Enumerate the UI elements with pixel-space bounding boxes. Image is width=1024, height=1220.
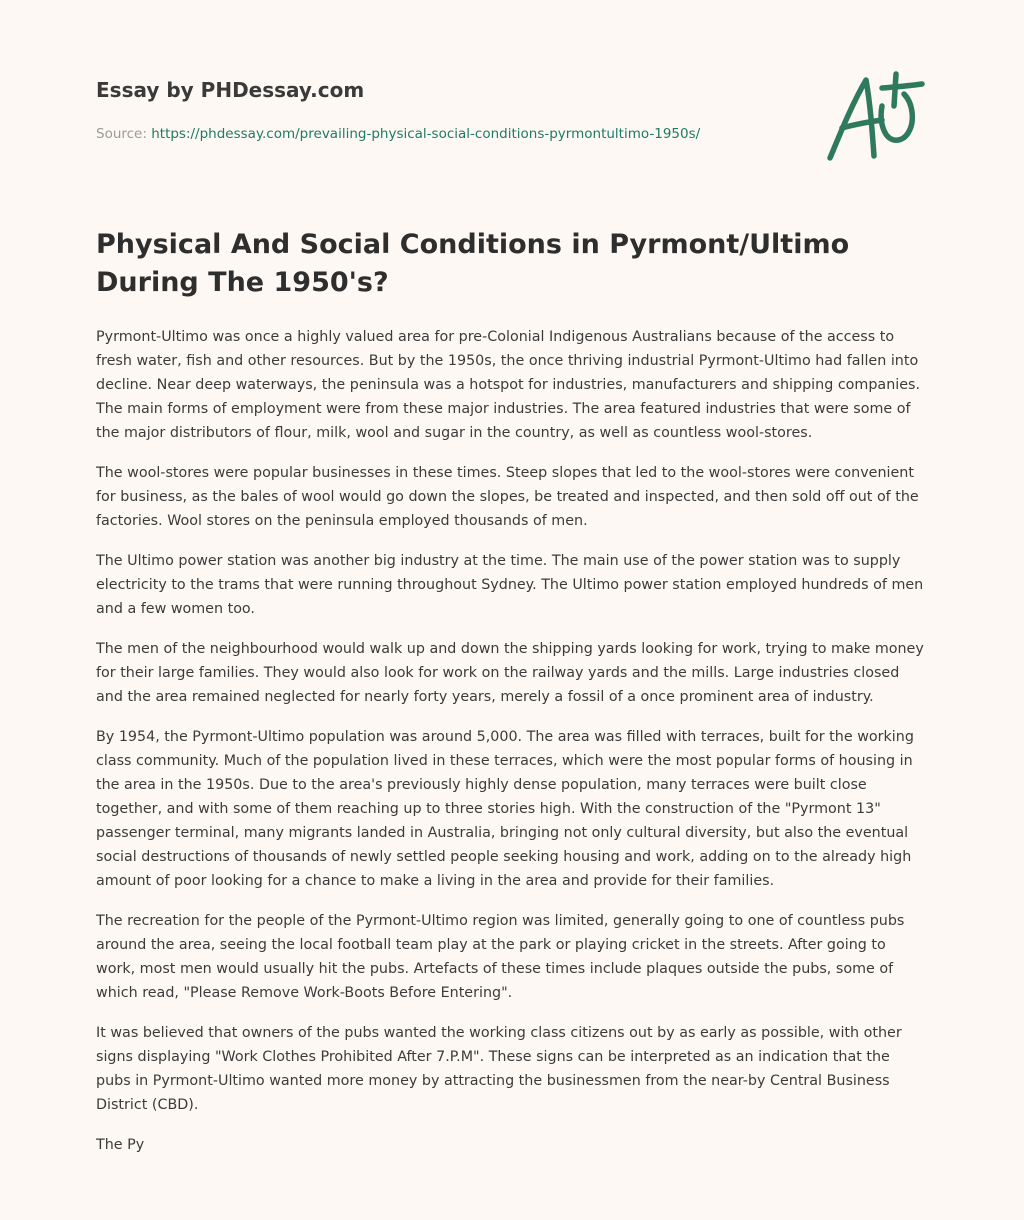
- essay-title: Physical And Social Conditions in Pyrmont/Ultimo During The 1950's?: [96, 229, 850, 298]
- source-link[interactable]: https://phdessay.com/prevailing-physical-social-conditions-pyrmontultimo-1950s/: [151, 126, 701, 142]
- source-line: [96, 124, 796, 144]
- essay-paragraph: The Ultimo power station was another big industry at the time. The main use of the power station was to supply electricity to the trams that were running throughout Sydney. The Ultimo power station employed hundreds of men and a few women too.: [96, 553, 924, 617]
- a-plus-grade-logo-icon: [822, 66, 932, 166]
- essay-body: [96, 325, 928, 1173]
- essay-paragraph: The recreation for the people of the Pyrmont-Ultimo region was limited, generally going to one of countless pubs around the area, seeing the local football team play at the park or playing cricket in the streets. After going to work, most men would usually hit the pubs. Artefacts of these times include plaques outside the pubs, some of which read, "Please Remove Work-Boots Before Entering".: [96, 913, 905, 1001]
- source-label: Source:: [96, 126, 152, 142]
- essay-paragraph: The wool-stores were popular businesses in these times. Steep slopes that led to the wool-stores were convenient for business, as the bales of wool would go down the slopes, be treated and inspected, and then sold off out of the factories. Wool stores on the peninsula employed thousands of men.: [96, 465, 919, 529]
- site-brand: Essay by PHDessay.com: [96, 78, 365, 102]
- essay-paragraph-truncated: The Py: [96, 1137, 145, 1153]
- essay-paragraph: By 1954, the Pyrmont-Ultimo population was around 5,000. The area was filled with terraces, built for the working class community. Much of the population lived in these terraces, which were the most popular forms of housing in the area in the 1950s. Due to the area's previously highly dense population, many terraces were built close together, and with some of them reaching up to three stories high. With the construction of the "Pyrmont 13" passenger terminal, many migrants landed in Australia, bringing not only cultural diversity, but also the eventual social destructions of thousands of newly settled people seeking housing and work, adding on to the already high amount of poor looking for a chance to make a living in the area and provide for their families.: [96, 729, 914, 889]
- essay-paragraph: The men of the neighbourhood would walk up and down the shipping yards looking for work, trying to make money for their large families. They would also look for work on the railway yards and the mills. Large industries closed and the area remained neglected for nearly forty years, merely a fossil of a once prominent area of industry.: [96, 641, 924, 705]
- page-header: [96, 76, 796, 144]
- essay-paragraph: It was believed that owners of the pubs wanted the working class citizens out by as early as possible, with other signs displaying "Work Clothes Prohibited After 7.P.M". These signs can be interpreted as an indication that the pubs in Pyrmont-Ultimo wanted more money by attracting the businessmen from the near-by Central Business District (CBD).: [96, 1025, 902, 1113]
- essay-paragraph: Pyrmont-Ultimo was once a highly valued area for pre-Colonial Indigenous Australians because of the access to fresh water, fish and other resources. But by the 1950s, the once thriving industrial Pyrmont-Ultimo had fallen into decline. Near deep waterways, the peninsula was a hotspot for industries, manufacturers and shipping companies. The main forms of employment were from these major industries. The area featured industries that were some of the major distributors of flour, milk, wool and sugar in the country, as well as countless wool-stores.: [96, 329, 921, 441]
